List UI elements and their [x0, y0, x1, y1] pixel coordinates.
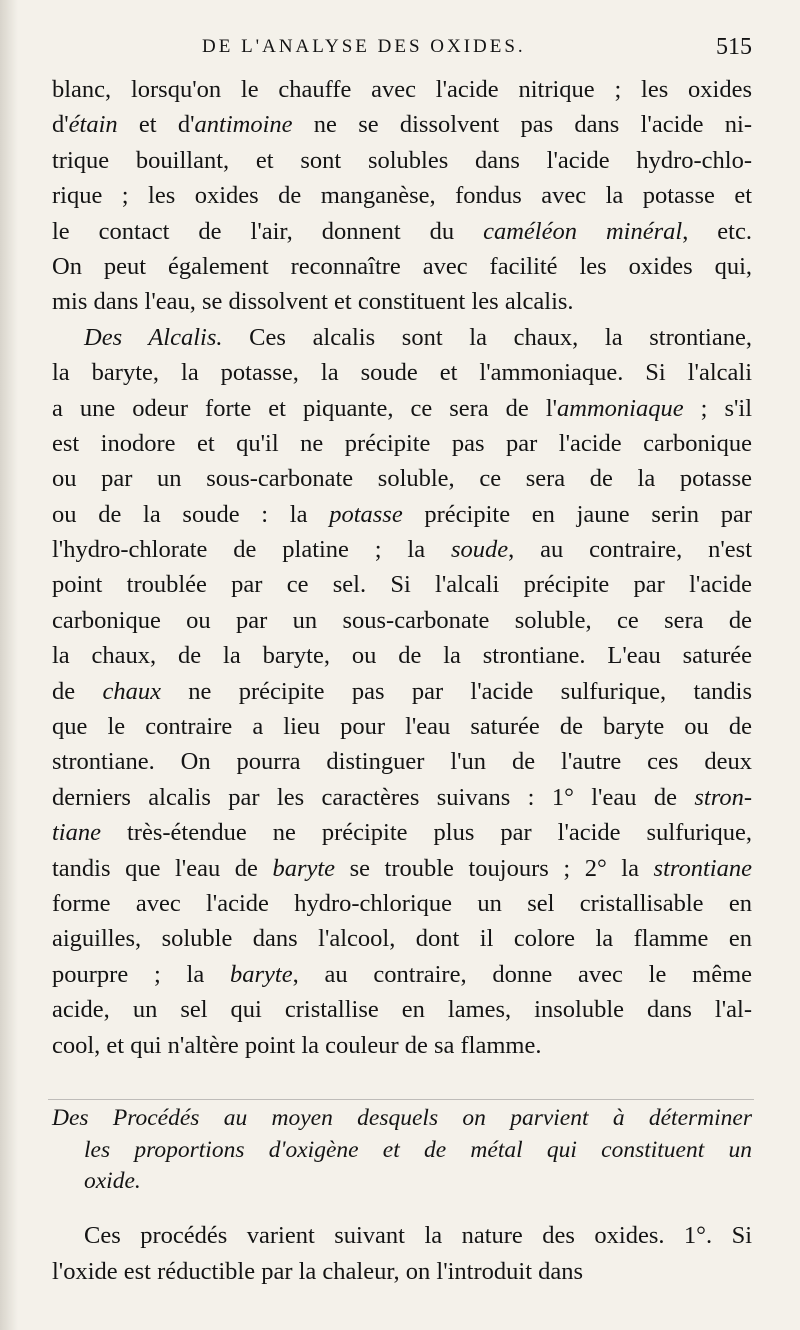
text-line: forme avec l'acide hydro-chlorique un sel cristallisable en [52, 889, 752, 917]
text-line: a une odeur forte et piquante, ce sera de l'ammoniaque ; s'il [52, 394, 753, 422]
text-line: oxide. [84, 1168, 141, 1194]
text-line: l'oxide est réductible par la chaleur, on l'introduit dans [52, 1258, 584, 1285]
italic-term: stron- [694, 783, 752, 811]
page-header [52, 36, 752, 66]
text-line: trique bouillant, et sont solubles dans l'acide hydro-chlo- [52, 146, 752, 174]
text-line: Des Procédés au moyen desquels on parvient à déterminer [52, 1105, 752, 1131]
paragraph-oxides [52, 72, 752, 320]
italic-term: baryte [272, 854, 336, 882]
text-line: cool, et qui n'altère point la couleur de sa flamme. [52, 1031, 542, 1059]
text-line: carbonique ou par un sous-carbonate soluble, ce sera de [52, 606, 752, 634]
text-line: mis dans l'eau, se dissolvent et constituent les alcalis. [52, 288, 574, 316]
text-line: On peut également reconnaître avec facilité les oxides qui, [52, 252, 752, 280]
text-line: rique ; les oxides de manganèse, fondus avec la potasse et [52, 182, 752, 210]
italic-term: antimoine [194, 111, 293, 139]
text-line: Ces procédés varient suivant la nature des oxides. 1°. Si [84, 1222, 752, 1249]
text-line: l'hydro-chlorate de platine ; la soude, au contraire, n'est [52, 536, 752, 564]
text-line: acide, un sel qui cristallise en lames, insoluble dans l'al- [52, 996, 752, 1024]
text-line: les proportions d'oxigène et de métal qui constituent un [84, 1136, 752, 1163]
text-line: la baryte, la potasse, la soude et l'ammoniaque. Si l'alcali [52, 359, 752, 387]
italic-term: potasse [329, 500, 403, 528]
text-line: d'étain et d'antimoine ne se dissolvent pas dans l'acide ni- [52, 111, 752, 139]
text-line: ou par un sous-carbonate soluble, ce sera de la potasse [52, 465, 752, 493]
section-divider [48, 1099, 754, 1100]
italic-term: soude [450, 536, 509, 564]
main-text [52, 72, 752, 1063]
text-line: le contact de l'air, donnent du caméléon minéral, etc. [52, 217, 752, 245]
italic-term: caméléon minéral [483, 217, 683, 245]
text-line: derniers alcalis par les caractères suivans : 1° l'eau de stron- [52, 783, 752, 811]
italic-term: strontiane [653, 854, 752, 882]
text-line: est inodore et qu'il ne précipite pas par l'acide carbonique [52, 429, 752, 457]
italic-term: tiane [52, 819, 101, 847]
page-number: 515 [716, 34, 752, 60]
italic-term: chaux [102, 677, 161, 705]
text-line: tiane très-étendue ne précipite plus par l'acide sulfurique, [52, 819, 752, 847]
text-line: blanc, lorsqu'on le chauffe avec l'acide nitrique ; les oxides [52, 76, 752, 103]
italic-term: ammoniaque [557, 394, 684, 422]
text-line: tandis que l'eau de baryte se trouble toujours ; 2° la strontiane [52, 854, 752, 882]
page-gutter-shadow [0, 0, 18, 1330]
text-line: Des Alcalis. Ces alcalis sont la chaux, la strontiane, [84, 323, 752, 351]
italic-term: baryte [230, 960, 293, 988]
text-line: aiguilles, soluble dans l'alcool, dont il colore la flamme en [52, 925, 752, 953]
text-line: que le contraire a lieu pour l'eau saturée de baryte ou de [52, 713, 752, 741]
text-line: pourpre ; la baryte, au contraire, donne avec le même [52, 960, 752, 988]
paragraph-alcalis [52, 320, 752, 1063]
text-line: point troublée par ce sel. Si l'alcali précipite par l'acide [52, 571, 752, 599]
italic-term: étain [68, 111, 118, 139]
running-head: DE L'ANALYSE DES OXIDES. [202, 36, 526, 57]
italic-term: Des Alcalis. [84, 323, 223, 351]
text-line: ou de la soude : la potasse précipite en jaune serin par [52, 500, 752, 528]
text-line: la chaux, de la baryte, ou de la strontiane. L'eau saturée [52, 642, 752, 670]
text-line: de chaux ne précipite pas par l'acide sulfurique, tandis [52, 677, 753, 705]
text-line: strontiane. On pourra distinguer l'un de l'autre ces deux [52, 748, 752, 776]
section-heading [52, 1103, 752, 1198]
paragraph-procedes [52, 1218, 752, 1290]
